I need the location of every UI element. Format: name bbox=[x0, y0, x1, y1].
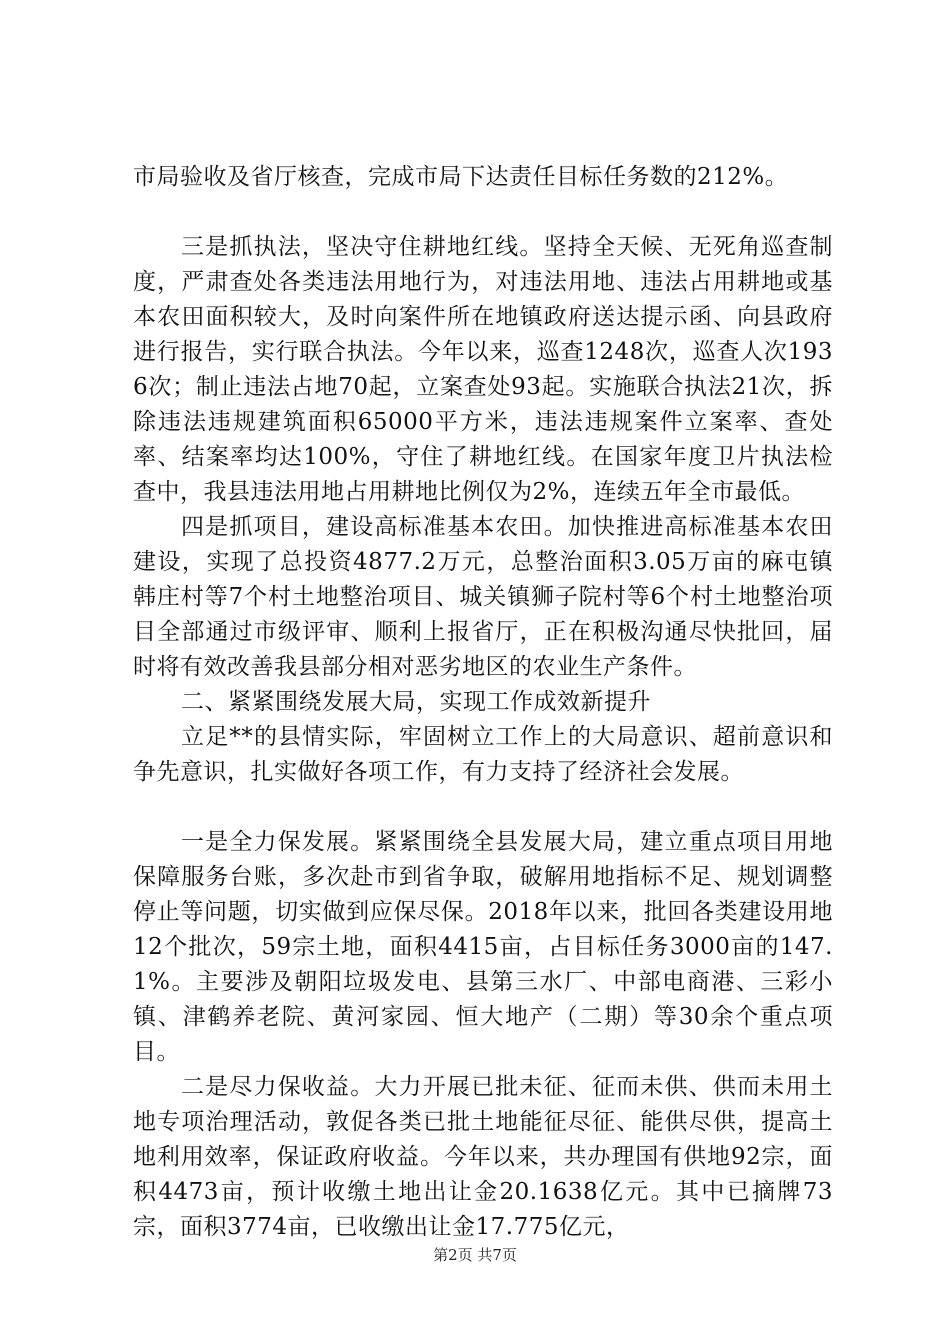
document-body bbox=[133, 160, 833, 1245]
page-number-footer: 第2页 共7页 bbox=[433, 1246, 517, 1264]
paragraph-development: 一是全力保发展。紧紧围绕全县发展大局，建立重点项目用地保障服务台账，多次赴市到省争取，破解用地指标不足、规划调整停止等问题，切实做到应保尽保。2018年以来，批回各类建设用地12个批次，59宗土地，面积4415亩，占目标任务3000亩的147.1%。主要涉及朝阳垃圾发电、县第三水厂、中部电商港、三彩小镇、津鹤养老院、黄河家园、恒大地产（二期）等30余个重点项目。 bbox=[133, 829, 833, 1065]
paragraph-enforcement: 三是抓执法，坚决守住耕地红线。坚持全天候、无死角巡查制度，严肃查处各类违法用地行为，对违法用地、违法占用耕地或基本农田面积较大，及时向案件所在地镇政府送达提示函、向县政府进行报告，实行联合执法。今年以来，巡查1248次，巡查人次1936次；制止违法占地70起，立案查处93起。实施联合执法21次，拆除违法违规建筑面积65000平方米，违法违规案件立案率、查处率、结案率均达100%，守住了耕地红线。在国家年度卫片执法检查中，我县违法用地占用耕地比例仅为2%，连续五年全市最低。 bbox=[133, 234, 833, 505]
paragraph-intro: 立足**的县情实际，牢固树立工作上的大局意识、超前意识和争先意识，扎实做好各项工作，有力支持了经济社会发展。 bbox=[133, 724, 833, 785]
section-heading: 二、紧紧围绕发展大局，实现工作成效新提升 bbox=[181, 689, 651, 715]
paragraph-projects: 四是抓项目，建设高标准基本农田。加快推进高标准基本农田建设，实现了总投资4877.2万元，总整治面积3.05万亩的麻屯镇韩庄村等7个村土地整治项目、城关镇狮子院村等6个村土地整治项目全部通过市级评审、顺利上报省厅，正在积极沟通尽快批回，届时将有效改善我县部分相对恶劣地区的农业生产条件。 bbox=[133, 514, 833, 680]
paragraph-revenue: 二是尽力保收益。大力开展已批未征、征而未供、供而未用土地专项治理活动，敦促各类已批土地能征尽征、能供尽供，提高土地利用效率，保证政府收益。今年以来，共办理国有供地92宗，面积4473亩，预计收缴土地出让金20.1638亿元。其中已摘牌73宗，面积3774亩，已收缴出让金17.775亿元， bbox=[133, 1074, 833, 1240]
paragraph-continuation: 市局验收及省厅核查，完成市局下达责任目标任务数的212%。 bbox=[133, 164, 789, 190]
